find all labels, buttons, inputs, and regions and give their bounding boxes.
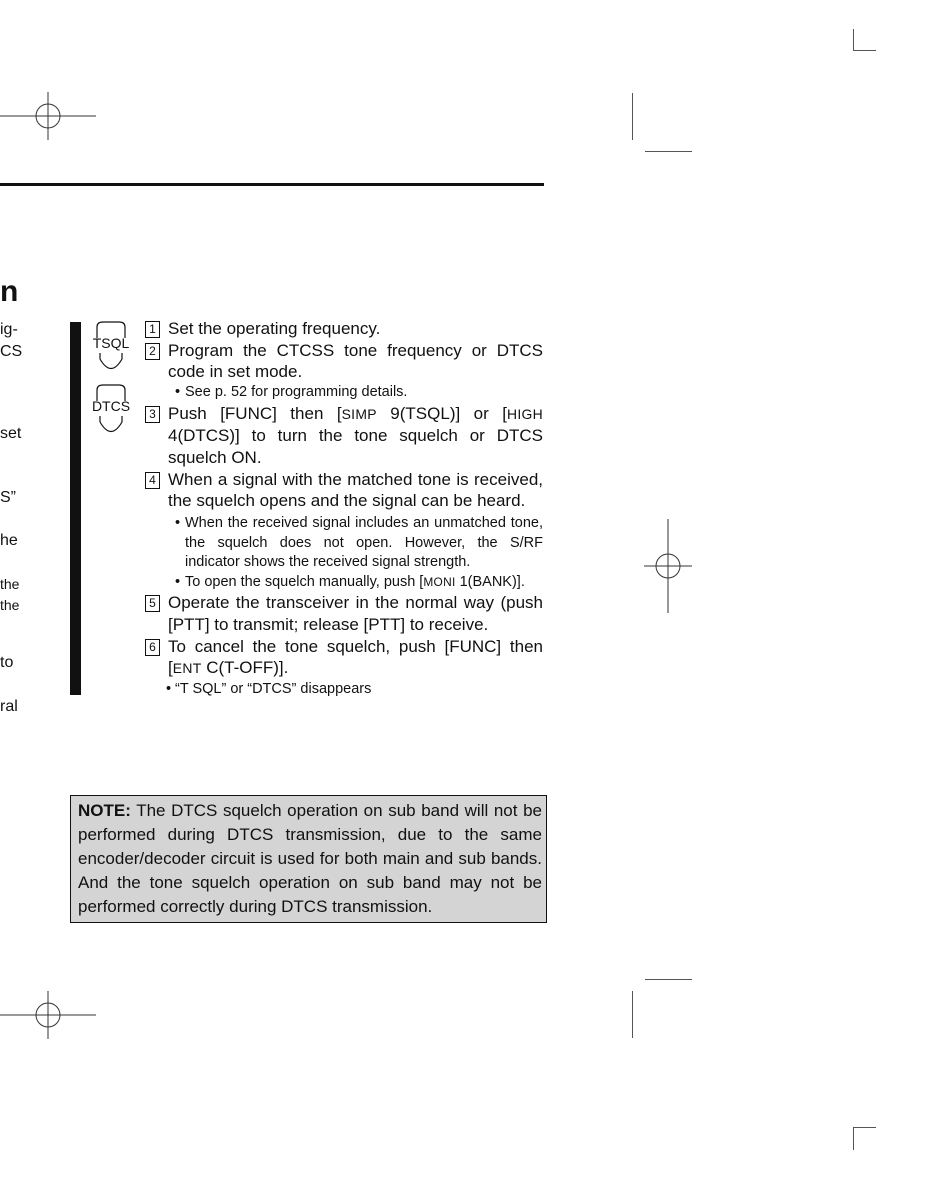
step-text: Set the operating frequency. <box>168 319 381 338</box>
step-number: 5 <box>145 595 160 612</box>
step-number: 6 <box>145 639 160 656</box>
left-column-text: the <box>0 597 20 613</box>
bullet-glyph: • <box>175 515 181 532</box>
note-text: “T SQL” or “DTCS” disappears <box>175 680 372 697</box>
step-text: Push [FUNC] then [SIMP 9(TSQL)] or [HIGH 4(DTCS)] to turn the tone squelch or DTCS squelch ON. <box>168 403 543 468</box>
crop-mark <box>632 991 633 1038</box>
step-text: When a signal with the matched tone is received, the squelch opens and the signal can be heard. <box>168 469 543 511</box>
bullet-glyph: • <box>175 573 181 590</box>
registration-target-icon <box>0 92 96 140</box>
left-column-text: S” <box>0 489 16 506</box>
registration-target-icon <box>644 519 692 613</box>
left-column-text: he <box>0 532 18 549</box>
crop-mark <box>645 979 692 980</box>
step-number: 1 <box>145 321 160 338</box>
bullet-glyph: • <box>175 384 181 401</box>
bullet-glyph: • <box>166 680 172 697</box>
section-sidebar-bar <box>70 322 81 695</box>
step-1 <box>145 318 543 340</box>
step-4-note <box>145 514 543 573</box>
step-5 <box>145 592 543 635</box>
key-label: TSQL <box>92 335 130 351</box>
crop-mark <box>632 93 633 140</box>
note-body: The DTCS squelch operation on sub band will not be performed during DTCS transmission, due to the same encoder/decoder circuit is used for both main and sub bands. And the tone squelch operation on sub band may not be performed correctly during DTCS transmission. <box>78 801 542 916</box>
instruction-steps <box>145 318 543 699</box>
step-6-note <box>145 680 543 700</box>
step-2-note <box>145 383 543 403</box>
tsql-key-icon <box>89 321 133 379</box>
note-box <box>70 795 547 923</box>
left-column-text: the <box>0 576 20 592</box>
crop-mark <box>853 1127 876 1128</box>
note-label: NOTE: <box>78 801 131 820</box>
step-3 <box>145 403 543 469</box>
step-4 <box>145 469 543 512</box>
step-text: Operate the transceiver in the normal way (push [PTT] to transmit; release [PTT] to receive. <box>168 593 543 634</box>
registration-target-icon <box>0 991 96 1039</box>
step-2 <box>145 340 543 383</box>
section-heading-fragment: n <box>0 275 19 308</box>
step-text: To cancel the tone squelch, push [FUNC] then [ENT C(T-OFF)]. <box>168 636 543 678</box>
crop-mark <box>853 1127 854 1150</box>
dtcs-key-icon <box>89 384 133 442</box>
step-number: 4 <box>145 472 160 489</box>
step-6 <box>145 636 543 680</box>
crop-mark <box>853 29 854 51</box>
left-column-text: ig- <box>0 321 18 338</box>
step-number: 2 <box>145 343 160 360</box>
left-column-text: to <box>0 654 14 671</box>
header-rule <box>0 183 544 186</box>
step-text: Program the CTCSS tone frequency or DTCS code in set mode. <box>168 340 543 382</box>
left-column-text: CS <box>0 343 23 360</box>
note-text: See p. 52 for programming details. <box>185 384 408 401</box>
left-column-text: set <box>0 425 22 442</box>
note-text: When the received signal includes an unmatched tone, the squelch does not open. However, the S/RF indicator shows the received signal strength. <box>185 515 543 571</box>
left-column-text: ral <box>0 698 18 715</box>
key-label: DTCS <box>91 398 131 414</box>
step-number: 3 <box>145 406 160 423</box>
crop-mark <box>645 151 692 152</box>
note-text: To open the squelch manually, push [MONI 1(BANK)]. <box>185 573 525 590</box>
crop-mark <box>853 50 876 51</box>
step-4-note <box>145 573 543 593</box>
